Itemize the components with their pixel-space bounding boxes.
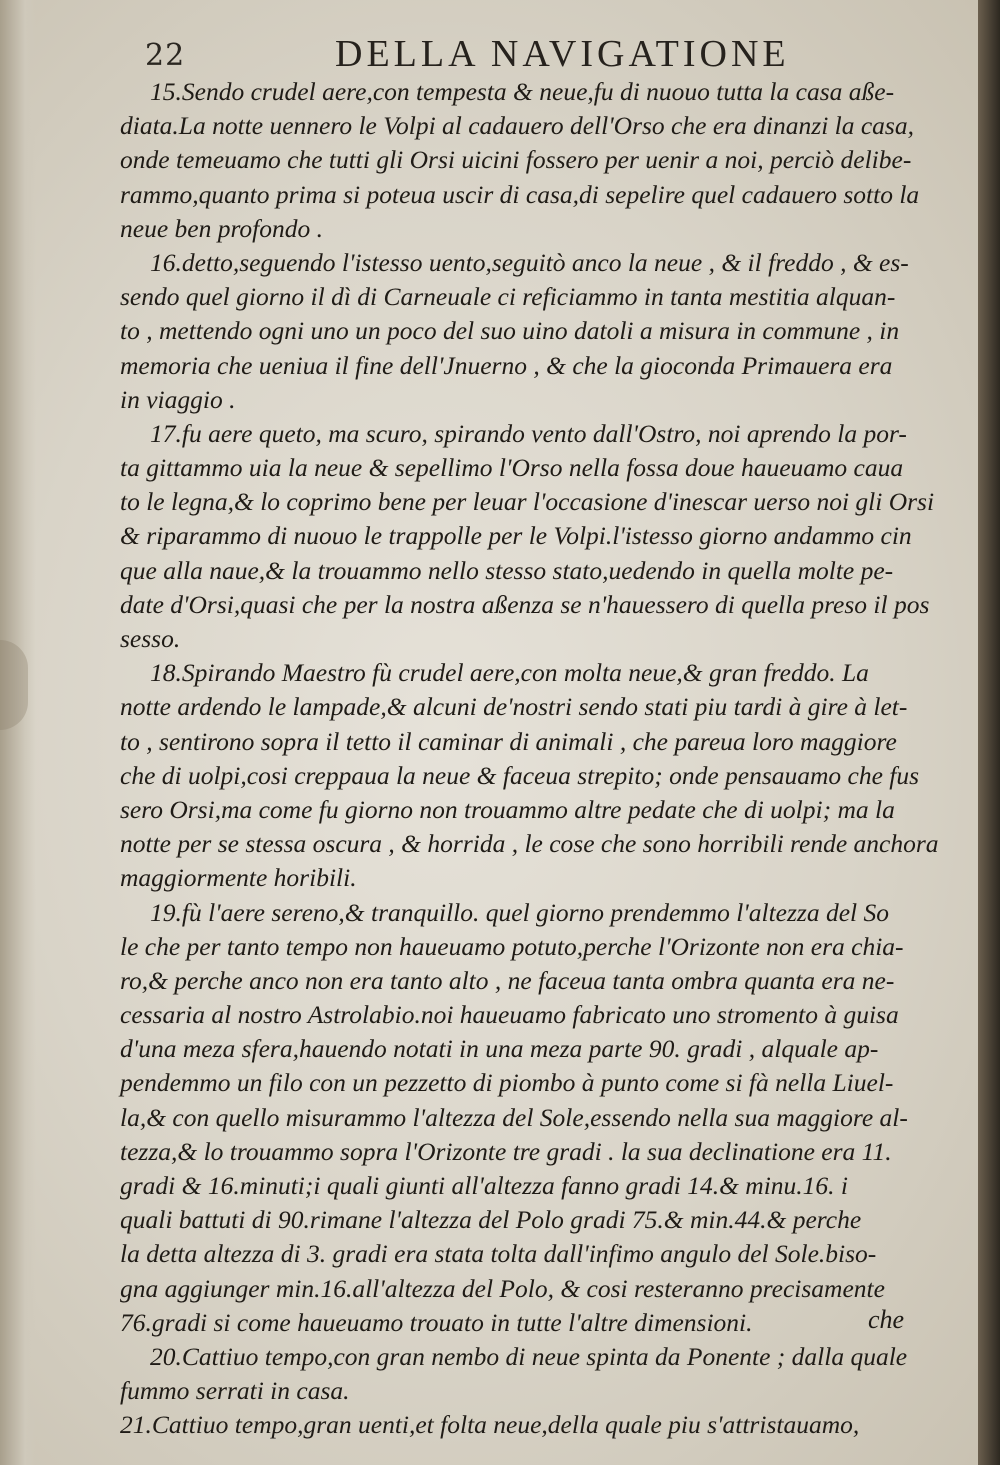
text-line: d'una meza sfera,hauendo notati in una meza parte 90. gradi , alquale ap- (120, 1034, 879, 1064)
text-line: pendemmo un filo con un pezzetto di piombo à punto come si fà nella Liuel- (120, 1068, 894, 1098)
text-line: to , sentirono sopra il tetto il caminar di animali , che pareua loro maggiore (120, 726, 897, 756)
text-line: notte ardendo le lampade,& alcuni de'nostri sendo stati piu tardi à gire à let- (120, 692, 908, 722)
book-edge (978, 0, 1000, 1465)
text-line: le che per tanto tempo non haueuamo potuto,perche l'Orizonte non era chia- (120, 931, 904, 961)
text-line: la detta altezza di 3. gradi era stata tolta dall'infimo angulo del Sole.biso- (120, 1239, 877, 1269)
text-line: gradi & 16.minuti;i quali giunti all'altezza fanno gradi 14.& minu.16. i (120, 1171, 848, 1200)
text-line: onde temeuamo che tutti gli Orsi uicini fossero per uenir a noi, perciò delibe- (120, 145, 912, 175)
text-line: 76.gradi si come haueuamo trouato in tutte l'altre dimensioni. (120, 1307, 753, 1337)
text-line: quali battuti di 90.rimane l'altezza del Polo gradi 75.& min.44.& perche (120, 1205, 862, 1235)
text-line: cessaria al nostro Astrolabio.noi haueuamo fabricato uno stromento à guisa (120, 1000, 899, 1030)
body-text (120, 75, 940, 1443)
text-line: 15.Sendo crudel aere,con tempesta & neue,fu di nuouo tutta la casa aße- (150, 77, 895, 106)
text-line: maggiormente horibili. (120, 863, 357, 893)
text-line: 18.Spirando Maestro fù crudel aere,con molta neue,& gran freddo. La (150, 658, 869, 688)
page-number: 22 (145, 38, 186, 73)
text-line: tezza,& lo trouammo sopra l'Orizonte tre gradi . la sua declinatione era 11. (120, 1136, 892, 1166)
page-gutter (0, 0, 36, 1465)
text-line: gna aggiunger min.16.all'altezza del Polo, & cosi resteranno precisamente (120, 1273, 885, 1303)
text-line: & riparammo di nuouo le trappolle per le Volpi.l'istesso giorno andammo cin (120, 521, 912, 551)
text-line: 16.detto,seguendo l'istesso uento,seguitò anco la neue , & il freddo , & es- (150, 247, 909, 277)
text-line: sero Orsi,ma come fu giorno non trouammo altre pedate che di uolpi; ma la (120, 794, 895, 824)
text-line: 19.fù l'aere sereno,& tranquillo. quel giorno prendemmo l'altezza del So (150, 897, 890, 927)
text-line: la,& con quello misurammo l'altezza del Sole,essendo nella sua maggiore al- (120, 1102, 908, 1132)
text-line: sendo quel giorno il dì di Carneuale ci reficiammo in tanta mestitia alquan- (120, 282, 896, 312)
text-line: que alla naue,& la trouammo nello stesso stato,uedendo in quella molte pe- (120, 555, 894, 585)
text-line: rammo,quanto prima si poteua uscir di casa,di sepelire quel cadauero sotto la (120, 179, 920, 209)
binding-shadow (0, 640, 28, 730)
text-line: to , mettendo ogni uno un poco del suo uino datoli a misura in commune , in (120, 316, 900, 346)
text-line: date d'Orsi,quasi che per la nostra aßenza se n'hauessero di quella preso il pos (120, 589, 930, 619)
text-line: neue ben profondo . (120, 213, 324, 243)
text-line: fummo serrati in casa. (120, 1376, 350, 1406)
text-line: che di uolpi,cosi creppaua la neue & faceua strepito; onde pensauamo che fus (120, 760, 920, 790)
text-line: ta gittammo uia la neue & sepellimo l'Orso nella fossa doue haueuamo caua (120, 453, 904, 483)
text-line: diata.La notte uennero le Volpi al cadauero dell'Orso che era dinanzi la casa, (120, 111, 914, 141)
text-line: notte per se stessa oscura , & horrida , le cose che sono horribili rende anchora (120, 829, 939, 859)
text-line: sesso. (120, 624, 181, 653)
text-line: 21.Cattiuo tempo,gran uenti,et folta neue,della quale piu s'attristauamo, (120, 1410, 860, 1440)
text-line: memoria che ueniua il fine dell'Jnuerno , & che la gioconda Primauera era (120, 350, 893, 380)
page-heading: DELLA NAVIGATIONE (335, 33, 790, 75)
text-line: in viaggio . (120, 384, 236, 414)
text-line: 20.Cattiuo tempo,con gran nembo di neue spinta da Ponente ; dalla quale (150, 1341, 908, 1371)
text-line: 17.fu aere queto, ma scuro, spirando vento dall'Ostro, noi aprendo la por- (150, 418, 907, 448)
text-line: ro,& perche anco non era tanto alto , ne faceua tanta ombra quanta era ne- (120, 965, 895, 995)
text-line: to le legna,& lo coprimo bene per leuar l'occasione d'inescar uerso noi gli Orsi (120, 487, 935, 517)
catchword: che (868, 1305, 905, 1334)
